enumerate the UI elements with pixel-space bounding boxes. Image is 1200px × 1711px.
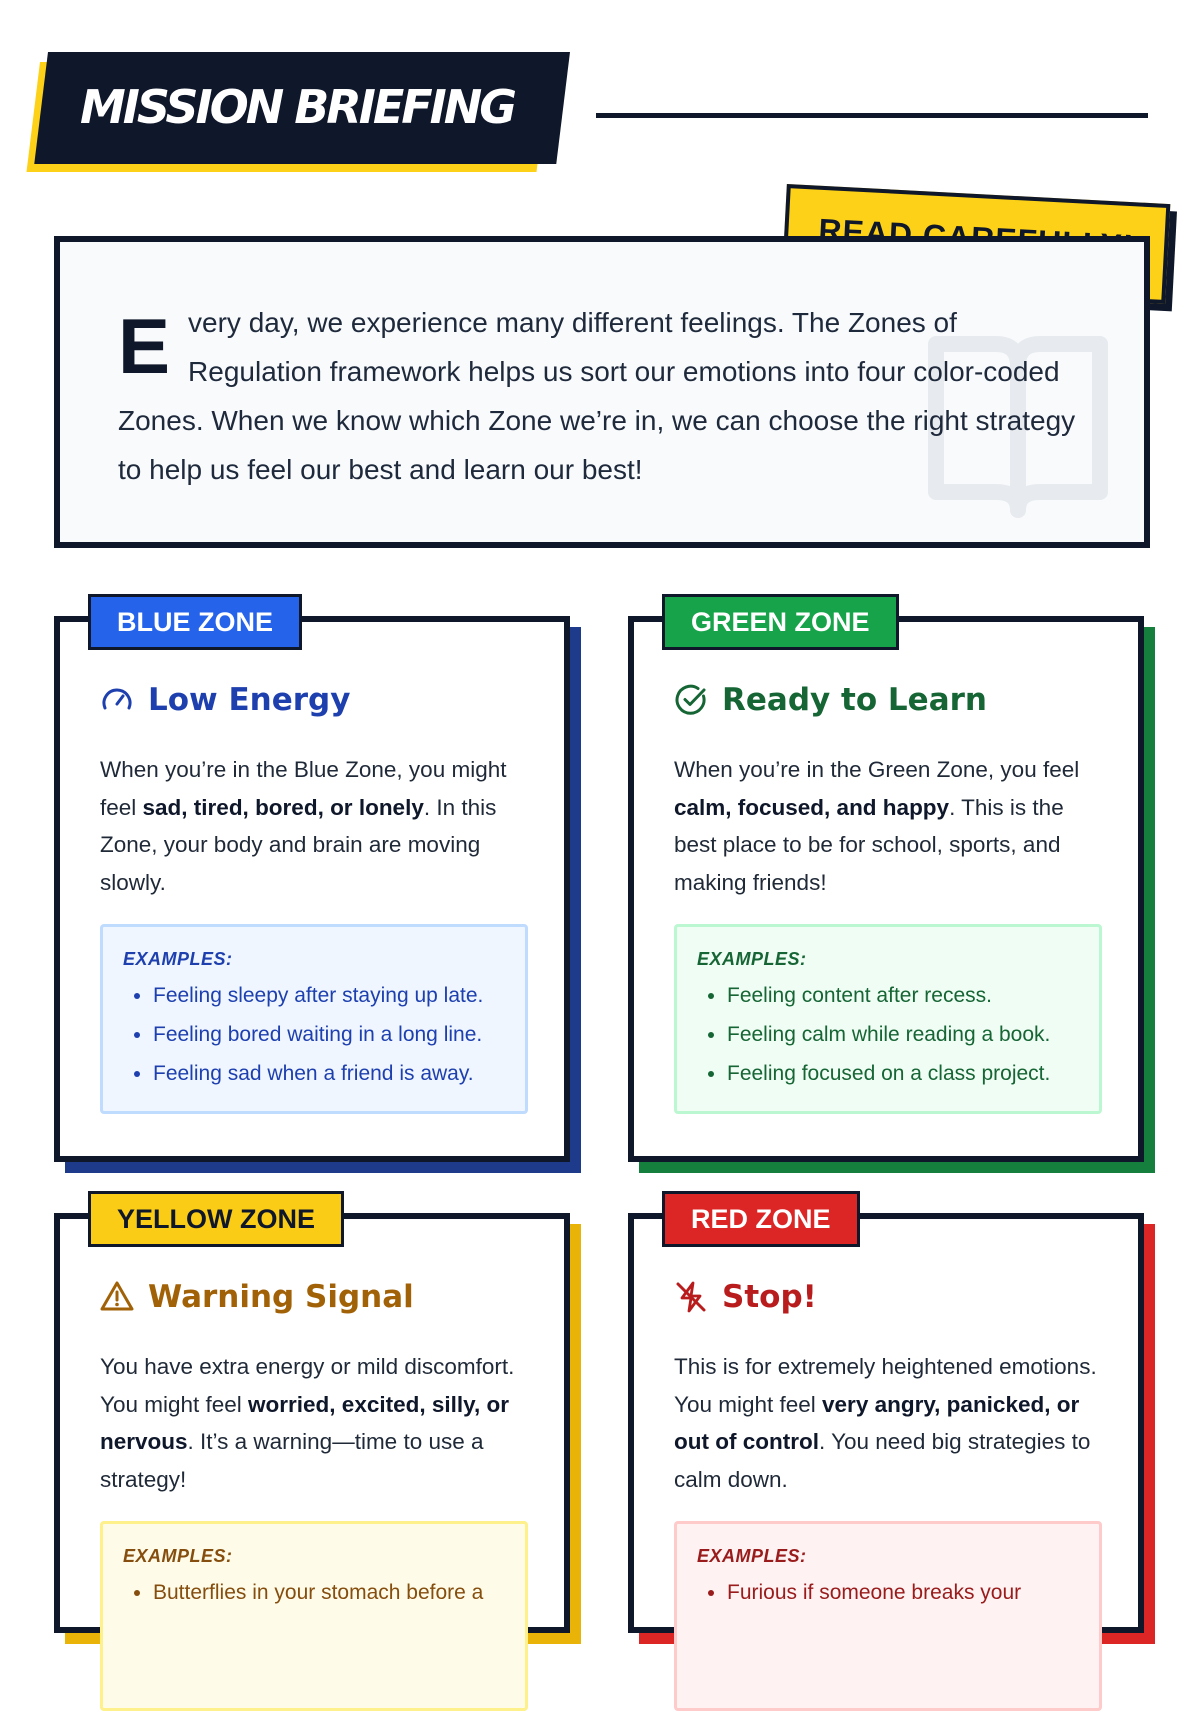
examples-list (697, 1581, 1079, 1605)
check-circle-icon (674, 683, 708, 717)
example-item: • Feeling sleepy after staying up late. (153, 984, 505, 1008)
examples-box (100, 1521, 528, 1711)
example-item: • Feeling content after recess. (727, 984, 1079, 1008)
desc-emotions: very angry, panicked, or out of control (674, 1391, 1080, 1454)
zone-heading-text: Stop! (722, 1279, 817, 1315)
examples-box (100, 924, 528, 1114)
yellow-zone-card (54, 1204, 570, 1633)
example-item: • Feeling bored waiting in a long line. (153, 1023, 505, 1047)
intro-box (54, 236, 1150, 548)
zone-description (674, 1348, 1110, 1498)
desc-text: You have extra energy or mild discomfort. You might feel (100, 1354, 515, 1417)
header-divider-line (596, 113, 1148, 118)
zone-description (100, 751, 536, 901)
desc-text: . This is the best place to be for school, sports, and making friends! (674, 794, 1064, 895)
examples-title: EXAMPLES: (697, 949, 807, 969)
zone-heading-text: Ready to Learn (722, 682, 987, 718)
examples-box (674, 924, 1102, 1114)
desc-emotions: worried, excited, silly, or nervous (100, 1391, 509, 1454)
blue-zone-card (54, 607, 570, 1162)
intro-dropcap: E (118, 302, 171, 390)
intro-paragraph (60, 242, 1144, 494)
desc-text: . In this Zone, your body and brain are moving slowly. (100, 794, 497, 895)
zone-label: BLUE ZONE (88, 594, 302, 650)
desc-text: When you’re in the Green Zone, you feel (674, 757, 1080, 782)
zone-label: RED ZONE (662, 1191, 860, 1247)
zone-heading (100, 682, 350, 718)
desc-emotions: sad, tired, bored, or lonely (142, 794, 424, 820)
green-zone-card (628, 607, 1144, 1162)
examples-title: EXAMPLES: (697, 1546, 807, 1566)
zone-heading (674, 1279, 817, 1315)
zone-description (674, 751, 1110, 901)
intro-text: very day, we experience many different feelings. The Zones of Regulation framework helps us sort our emotions into four color-coded Zones. When we know which Zone we’re in, we can choose the right strategy to help us feel our best and learn our best! (118, 307, 1076, 485)
mission-briefing-header (40, 52, 580, 180)
zone-heading-text: Low Energy (148, 682, 351, 718)
zone-heading-text: Warning Signal (148, 1279, 414, 1315)
gauge-icon (100, 683, 134, 717)
example-item: • Furious if someone breaks your (727, 1581, 1079, 1605)
zone-description (100, 1348, 536, 1498)
examples-title: EXAMPLES: (123, 949, 233, 969)
examples-box (674, 1521, 1102, 1711)
example-item: • Feeling focused on a class project. (727, 1062, 1079, 1086)
desc-text: This is for extremely heightened emotions. You might feel (674, 1354, 1097, 1417)
example-item: • Feeling sad when a friend is away. (153, 1062, 505, 1086)
zone-heading (674, 682, 987, 718)
zone-label: GREEN ZONE (662, 594, 899, 650)
examples-title: EXAMPLES: (123, 1546, 233, 1566)
zone-heading (100, 1279, 414, 1315)
desc-emotions: calm, focused, and happy (674, 794, 950, 820)
desc-text: . You need big strategies to calm down. (674, 1429, 1091, 1492)
zone-label: YELLOW ZONE (88, 1191, 344, 1247)
warning-triangle-icon (100, 1280, 134, 1314)
zap-off-icon (674, 1280, 708, 1314)
desc-text: When you’re in the Blue Zone, you might feel (100, 757, 507, 820)
example-item: • Butterflies in your stomach before a (153, 1581, 505, 1605)
examples-list (123, 1581, 505, 1605)
red-zone-card (628, 1204, 1144, 1633)
example-item: • Feeling calm while reading a book. (727, 1023, 1079, 1047)
examples-list (697, 984, 1079, 1086)
examples-list (123, 984, 505, 1086)
page-title: MISSION BRIEFING (80, 80, 515, 134)
desc-text: . It’s a warning—time to use a strategy! (100, 1429, 484, 1492)
